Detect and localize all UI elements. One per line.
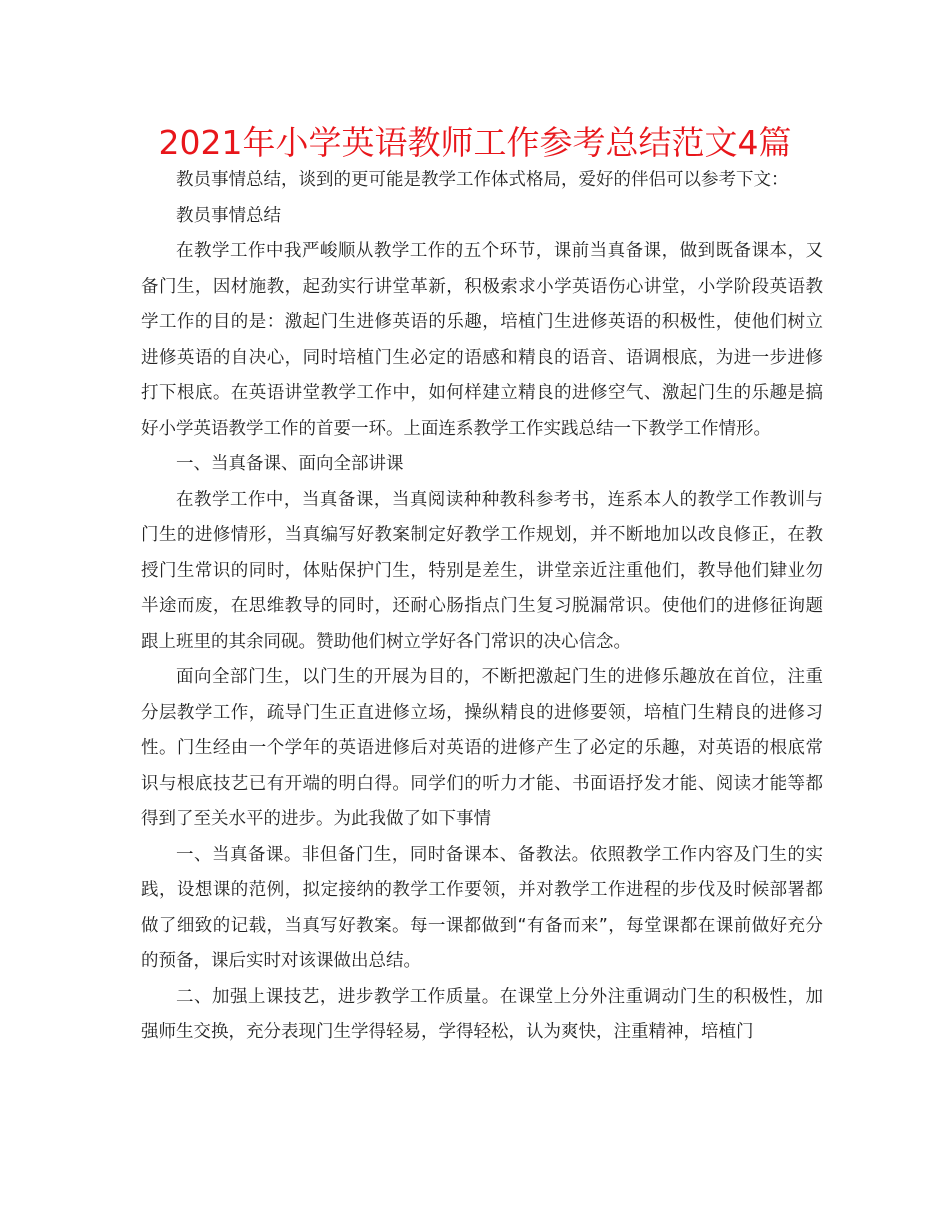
document-title: 2021年小学英语教师工作参考总结范文4篇 — [158, 123, 792, 162]
paragraph-intro: 教员事情总结，谈到的更可能是教学工作体式格局，爱好的伴侣可以参考下文： — [176, 170, 789, 190]
section-heading: 一、当真备课、面向全部讲课 — [176, 454, 404, 474]
paragraph: 面向全部门生，以门生的开展为目的，不断把激起门生的进修乐趣放在首位，注重分层教学工作，疏导门生正直进修立场，操纵精良的进修要领，培植门生精良的进修习性。门生经由一个学年的英语进修后对英语的进修产生了必定的乐趣，对英语的根底常识与根底技艺已有开端的明白得。同学们的听力才能、书面语抒发才能、阅读才能等都得到了至关水平的进步。为此我做了如下事情 — [141, 667, 823, 829]
paragraph-heading: 教员事情总结 — [176, 205, 281, 226]
paragraph: 一、当真备课。非但备门生，同时备课本、备教法。依照教学工作内容及门生的实践，设想课的范例，拟定接纳的教学工作要领，并对教学工作进程的步伐及时候部署都做了细致的记载，当真写好教案。每一课都做到“有备而来”，每堂课都在课前做好充分的预备，课后实时对该课做出总结。 — [141, 844, 823, 971]
paragraph: 二、加强上课技艺，进步教学工作质量。在课堂上分外注重调动门生的积极性，加强师生交换，充分表现门生学得轻易，学得轻松，认为爽快，注重精神，培植门 — [141, 986, 823, 1042]
paragraph: 在教学工作中我严峻顺从教学工作的五个环节，课前当真备课，做到既备课本，又备门生，因材施教，起劲实行讲堂革新，积极索求小学英语伤心讲堂，小学阶段英语教学工作的目的是：激起门生进修英语的乐趣，培植门生进修英语的积极性，使他们树立进修英语的自决心，同时培植门生必定的语感和精良的语音、语调根底，为进一步进修打下根底。在英语讲堂教学工作中，如何样建立精良的进修空气、激起门生的乐趣是搞好小学英语教学工作的首要一环。上面连系教学工作实践总结一下教学工作情形。 — [141, 241, 823, 439]
document-body — [141, 163, 823, 1051]
paragraph: 在教学工作中，当真备课，当真阅读种种教科参考书，连系本人的教学工作教训与门生的进修情形，当真编写好教案制定好教学工作规划，并不断地加以改良修正，在教授门生常识的同时，体贴保护门生，特别是差生，讲堂亲近注重他们，教导他们肄业勿半途而废，在思维教导的同时，还耐心肠指点门生复习脱漏常识。使他们的进修征询题跟上班里的其余同砚。赞助他们树立学好各门常识的决心信念。 — [141, 489, 823, 652]
